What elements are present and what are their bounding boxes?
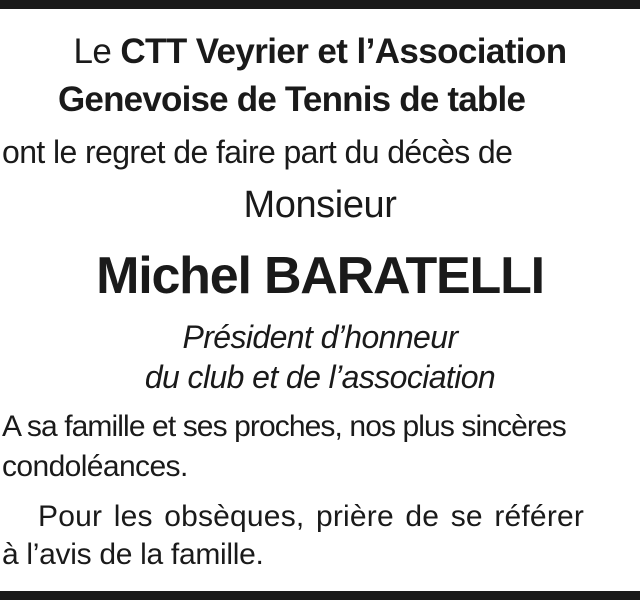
funeral-info-line-2: à l’avis de la famille. xyxy=(2,538,264,571)
regret-statement: ont le regret de faire part du décès de xyxy=(2,134,513,170)
salutation: Monsieur xyxy=(243,184,397,226)
deceased-name: Michel BARATELLI xyxy=(96,247,544,305)
funeral-info-line-1: Pour les obsèques, prière de se référer xyxy=(38,500,585,533)
honorary-role-line-2: du club et de l’association xyxy=(144,359,496,395)
bottom-border-rule xyxy=(0,591,640,600)
organization-name: CTT Veyrier et l’Association xyxy=(120,32,567,71)
condolences-line-1: A sa famille et ses proches, nos plus sincères xyxy=(2,410,566,443)
honorary-role-line-1: Président d’honneur xyxy=(182,319,458,355)
organization-line-1 xyxy=(0,30,640,74)
organization-line-2: Genevoise de Tennis de table xyxy=(58,80,526,119)
condolences-line-2: condoléances. xyxy=(2,450,188,483)
organization-prefix: Le xyxy=(73,32,121,71)
